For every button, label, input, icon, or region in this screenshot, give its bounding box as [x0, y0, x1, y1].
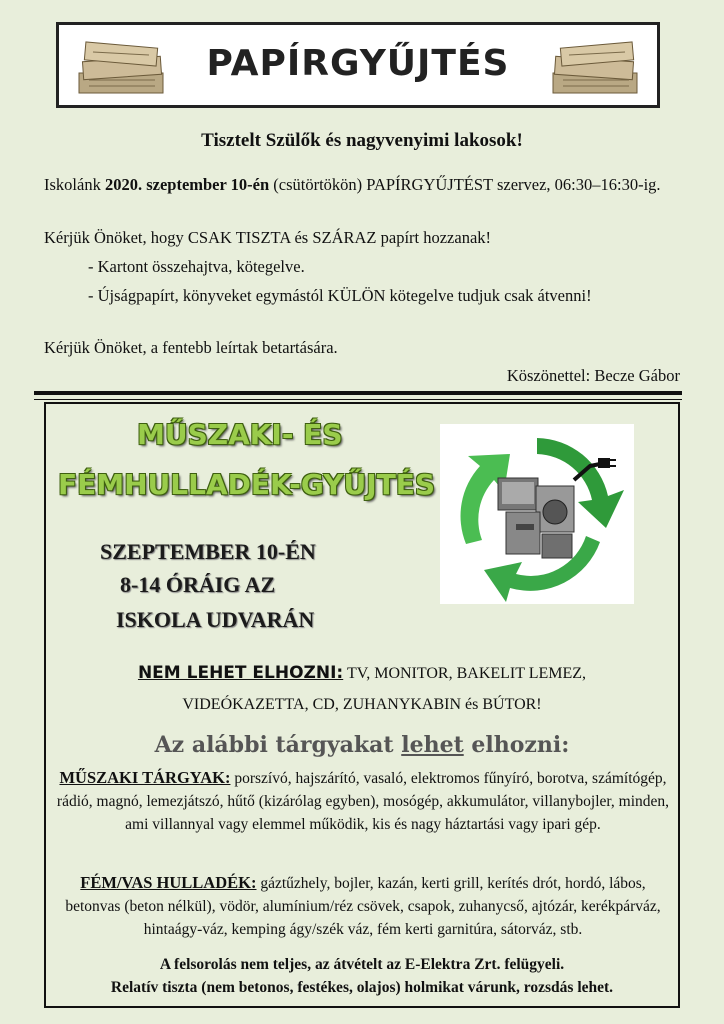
section-divider [34, 391, 682, 395]
request-paragraph: Kérjük Önöket, hogy CSAK TISZTA és SZÁRAZ papírt hozzanak! [44, 228, 492, 247]
metal-items: gáztűzhely, bojler, kazán, kerti grill, kerítés drót, hordó, lábos, betonvas (beton nélkül), vödör, alumínium/réz csövek, csapok, zuhanycső, ajtózár, kerékpárváz, hintaágy-váz, kemping ágy/szék váz, fém kerti garnitúra, sátorváz, stb. [65, 875, 661, 938]
section-divider-thin [34, 399, 682, 400]
metal-section [54, 871, 672, 941]
electronics-section [54, 766, 672, 836]
newspaper-stack-icon [549, 35, 641, 97]
signature: Köszönettel: Becze Gábor [506, 366, 680, 385]
recycling-electronics-icon [440, 424, 634, 604]
metal-collection-box [44, 402, 680, 1008]
bullet-item: - Újságpapírt, könyveket egymástól KÜLÖN kötegelve tudjuk csak átvenni! [88, 286, 592, 305]
metal-title-line2: FÉMHULLADÉK-GYŰJTÉS [58, 468, 436, 501]
collection-date: SZEPTEMBER 10-ÉN [100, 539, 316, 564]
electronics-items: porszívó, hajszárító, vasaló, elektromos fűnyíró, borotva, számítógép, rádió, magnó, lemezjátszó, hűtő (kizárólag egyben), mosógép, akkumulátor, villanybojler, minden, ami villannyal vagy elemmel működik, kis és nagy háztartási vagy ipari gép. [56, 770, 670, 833]
not-accepted-line [46, 662, 678, 685]
electronics-label: MŰSZAKI TÁRGYAK: [59, 768, 231, 787]
bullet-item: - Kartont összehajtva, kötegelve. [88, 257, 305, 276]
collection-place: ISKOLA UDVARÁN [116, 607, 315, 632]
closing-paragraph: Kérjük Önöket, a fentebb leírtak betartására. [44, 338, 338, 357]
accepted-heading-post: elhozni: [463, 732, 570, 758]
footer-note: Relatív tiszta (nem betonos, festékes, olajos) holmikat várunk, rozsdás lehet. [110, 979, 614, 996]
intro-paragraph [44, 174, 694, 196]
not-accepted-items-cont: VIDEÓKAZETTA, CD, ZUHANYKABIN és BÚTOR! [182, 696, 542, 713]
not-accepted-label: NEM LEHET ELHOZNI: [137, 663, 344, 683]
title-banner [56, 22, 660, 108]
collection-time: 8-14 ÓRÁIG AZ [120, 572, 276, 597]
metal-label: FÉM/VAS HULLADÉK: [80, 873, 257, 892]
footer-note: A felsorolás nem teljes, az átvételt az E-Elektra Zrt. felügyeli. [159, 956, 565, 973]
metal-title-line1: MŰSZAKI- ÉS [137, 418, 343, 451]
accepted-heading [46, 732, 678, 758]
intro-post: (csütörtökön) PAPÍRGYŰJTÉST szervez, 06:30–16:30-ig. [269, 175, 661, 194]
accepted-heading-pre: Az alábbi tárgyakat [154, 732, 402, 758]
greeting: Tisztelt Szülők és nagyvenyimi lakosok! [201, 130, 523, 151]
not-accepted-items: TV, MONITOR, BAKELIT LEMEZ, [343, 665, 587, 682]
intro-date: 2020. szeptember 10-én [104, 175, 270, 194]
banner-title: PAPÍRGYŰJTÉS [206, 43, 510, 84]
intro-pre: Iskolánk [44, 175, 105, 194]
accepted-heading-emph: lehet [401, 732, 464, 758]
